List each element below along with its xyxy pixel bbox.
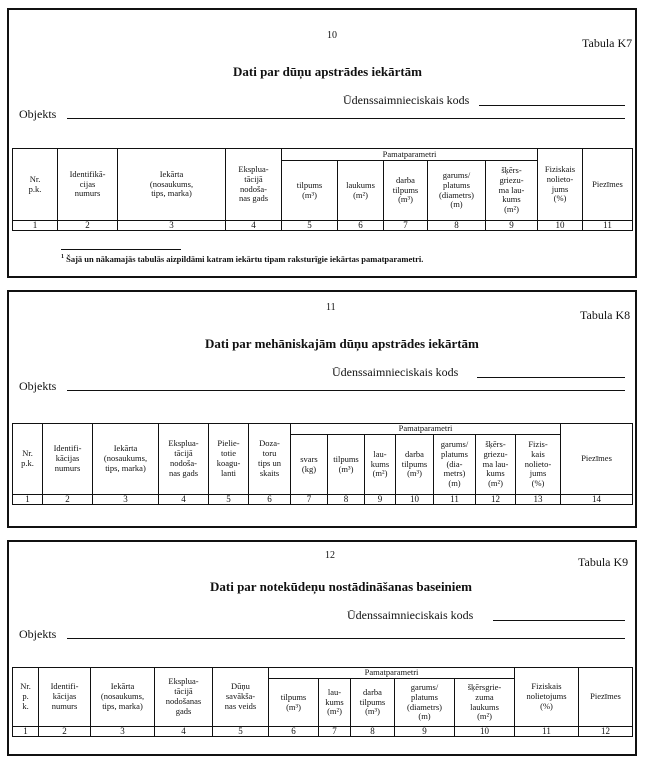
column-header: šķērs- griezu- ma lau- kums (m²) [486, 161, 538, 221]
footnote-text: Šajā un nākamajās tabulās aizpildāmi katram iekārtu tipam raksturīgie iekārtas pamatparametri. [66, 254, 424, 264]
column-number: 4 [226, 221, 282, 231]
column-number: 9 [486, 221, 538, 231]
column-header: Dūņu savākša- nas veids [213, 668, 269, 727]
column-number: 3 [118, 221, 226, 231]
column-number: 7 [384, 221, 428, 231]
column-number: 5 [213, 727, 269, 737]
column-header: Iekārta (nosaukums, tips, marka) [91, 668, 155, 727]
column-number: 2 [39, 727, 91, 737]
column-header: Piezīmes [561, 424, 633, 495]
form-title: Dati par dūņu apstrādes iekārtām [233, 64, 423, 79]
kods-field-line[interactable] [493, 620, 625, 621]
column-header: Ekspluа- tācijā nodošanas gads [155, 668, 213, 727]
column-header: darba tilpums (m³) [384, 161, 428, 221]
k9-data-table [12, 667, 633, 737]
column-number: 8 [351, 727, 395, 737]
column-number: 9 [365, 495, 396, 505]
column-header: garums/ platums (diametrs) (m) [428, 161, 486, 221]
table-k7-form [7, 8, 637, 278]
column-number: 11 [434, 495, 476, 505]
footnote-mark: 1 [61, 254, 64, 261]
table-k8-form [7, 290, 637, 528]
column-number: 1 [13, 221, 58, 231]
kods-field-line[interactable] [479, 105, 625, 106]
column-header: Identifi- kācijas numurs [43, 424, 93, 495]
k7-data-table [12, 148, 633, 231]
footnote [61, 254, 423, 264]
column-number: 3 [93, 495, 159, 505]
column-header: Fizis- kais nolieto- jums (%) [516, 435, 561, 495]
column-number: 6 [269, 727, 319, 737]
column-number: 14 [561, 495, 633, 505]
column-number: 10 [396, 495, 434, 505]
column-header: Identifikā- cijas numurs [58, 149, 118, 221]
column-header: svars (kg) [291, 435, 328, 495]
k8-data-table [12, 423, 633, 505]
column-number: 1 [13, 495, 43, 505]
table-label: Tabula K9 [578, 555, 629, 569]
page-number: 11 [326, 302, 336, 313]
column-number: 4 [159, 495, 209, 505]
column-header: Iekārta (nosaukums, tips, marka) [93, 424, 159, 495]
column-number: 8 [428, 221, 486, 231]
objekts-field-line[interactable] [67, 118, 625, 119]
table-label: Tabula K8 [580, 308, 631, 322]
footnote-separator [61, 249, 181, 250]
column-header: Nr. p.k. [13, 424, 43, 495]
column-number: 11 [583, 221, 633, 231]
column-number: 10 [538, 221, 583, 231]
kods-label: Ūdenssaimnieciskais kods [347, 608, 474, 622]
objekts-label: Objekts [19, 627, 57, 641]
objekts-field-line[interactable] [67, 390, 625, 391]
table-k9-form [7, 540, 637, 756]
form-title: Dati par mehāniskajām dūņu apstrādes iekārtām [205, 336, 479, 351]
kods-label: Ūdenssaimnieciskais kods [343, 93, 470, 107]
column-number: 1 [13, 727, 39, 737]
page-number: 12 [325, 550, 335, 561]
column-number: 13 [516, 495, 561, 505]
form-title: Dati par notekūdeņu nostādināšanas baseiniem [210, 579, 472, 594]
column-header: laukums (m²) [338, 161, 384, 221]
table-label: Tabula K7 [582, 36, 633, 50]
column-number: 10 [455, 727, 515, 737]
column-header: tilpums (m³) [269, 679, 319, 727]
column-number: 5 [282, 221, 338, 231]
column-number: 8 [328, 495, 365, 505]
column-number: 3 [91, 727, 155, 737]
objekts-field-line[interactable] [67, 638, 625, 639]
column-header: Fiziskais nolieto- jums (%) [538, 149, 583, 221]
objekts-label: Objekts [19, 107, 57, 121]
column-number: 12 [579, 727, 633, 737]
group-header: Pamatparametri [291, 424, 561, 435]
column-number: 4 [155, 727, 213, 737]
column-header: Nr. p. k. [13, 668, 39, 727]
column-header: tilpums (m³) [282, 161, 338, 221]
column-header: Piezīmes [583, 149, 633, 221]
column-number: 11 [515, 727, 579, 737]
column-header: Ekspluа- tācijā nodoša- nas gads [159, 424, 209, 495]
column-header: Iekārta (nosaukums, tips, marka) [118, 149, 226, 221]
column-header: tilpums (m³) [328, 435, 365, 495]
page-number: 10 [327, 30, 337, 41]
column-header: Fiziskais nolietojums (%) [515, 668, 579, 727]
group-header: Pamatparametri [269, 668, 515, 679]
column-header: šķērs- griezu- ma lau- kums (m²) [476, 435, 516, 495]
column-header: Pielie- totie koagu- lanti [209, 424, 249, 495]
column-header: Identifi- kācijas numurs [39, 668, 91, 727]
kods-label: Ūdenssaimnieciskais kods [332, 365, 459, 379]
group-header: Pamatparametri [282, 149, 538, 161]
column-number: 7 [319, 727, 351, 737]
column-number: 2 [43, 495, 93, 505]
column-header: lau- kums (m²) [319, 679, 351, 727]
column-number: 5 [209, 495, 249, 505]
column-header: Piezīmes [579, 668, 633, 727]
column-header: darba tilpums (m³) [351, 679, 395, 727]
column-number: 9 [395, 727, 455, 737]
column-number: 6 [249, 495, 291, 505]
column-number: 2 [58, 221, 118, 231]
column-header: garums/ platums (diametrs) (m) [395, 679, 455, 727]
column-number: 12 [476, 495, 516, 505]
column-number: 6 [338, 221, 384, 231]
column-number: 7 [291, 495, 328, 505]
column-header: Nr. p.k. [13, 149, 58, 221]
column-header: lau- kums (m²) [365, 435, 396, 495]
column-header: Ekspluа- tācijā nodoša- nas gads [226, 149, 282, 221]
column-header: darba tilpums (m³) [396, 435, 434, 495]
column-header: Doza- toru tips un skaits [249, 424, 291, 495]
column-header: garums/ platums (dia- metrs) (m) [434, 435, 476, 495]
objekts-label: Objekts [19, 379, 57, 393]
column-header: šķērsgrie- zuma laukums (m²) [455, 679, 515, 727]
kods-field-line[interactable] [477, 377, 625, 378]
